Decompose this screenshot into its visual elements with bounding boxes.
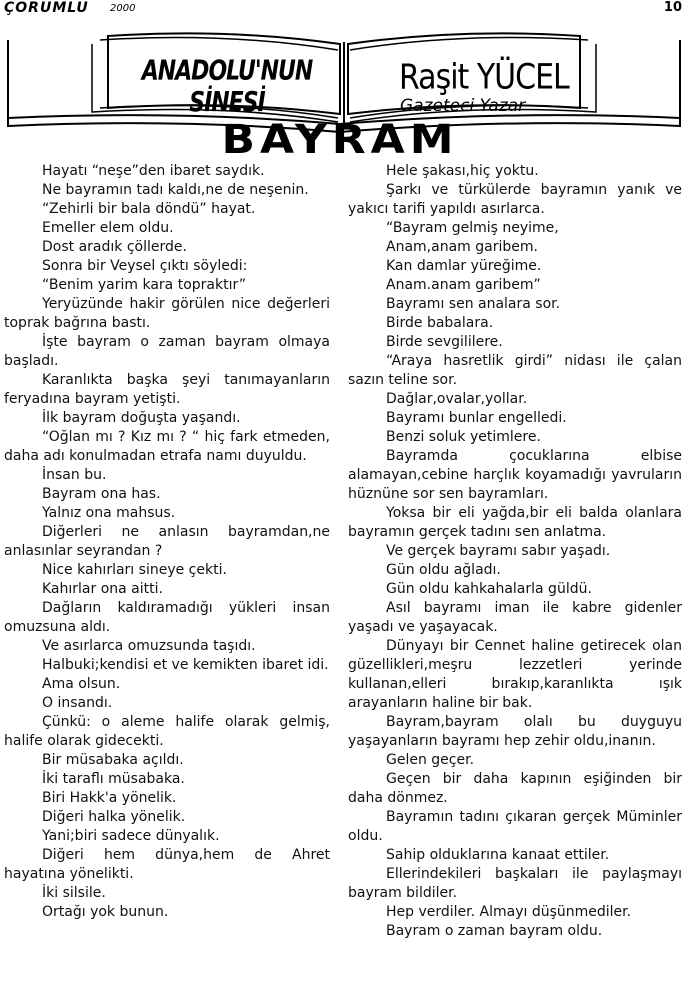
paragraph: Diğeri hem dünya,hem de Ahret hayatına yönelikti.: [4, 847, 330, 882]
paragraph: Birde babalara.: [386, 315, 494, 331]
newspaper-brand: ÇORUMLU: [4, 0, 89, 16]
paragraph: Sahip olduklarına kanaat ettiler.: [386, 847, 610, 863]
paragraph: Hayatı “neşe”den ibaret saydık.: [42, 163, 265, 179]
article-headline: BAYRAM: [221, 116, 459, 163]
article-column-left: [4, 162, 330, 922]
paragraph: Çünkü: o aleme halife olarak gelmiş, halife olarak gidecekti.: [4, 714, 330, 749]
paragraph: Birde sevgililere.: [386, 334, 503, 350]
paragraph: Diğeri halka yönelik.: [42, 809, 186, 825]
paragraph: Dost aradık çöllerde.: [42, 239, 187, 255]
paragraph: Bayramı bunlar engelledi.: [386, 410, 567, 426]
issue-year: 2000: [110, 3, 136, 14]
paragraph: Ve gerçek bayramı sabır yaşadı.: [386, 543, 611, 559]
column-title: ANADOLU'NUN SİNESİ: [141, 55, 313, 119]
paragraph: Halbuki;kendisi et ve kemikten ibaret idi.: [42, 657, 329, 673]
paragraph: İki silsile.: [42, 885, 106, 901]
paragraph: Anam,anam garibem.: [386, 239, 538, 255]
paragraph: Bayramda çocuklarına elbise alamayan,cebine harçlık koyamadığı yavruların hüznüne sor sen bayramları.: [348, 448, 682, 502]
paragraph: Bir müsabaka açıldı.: [42, 752, 184, 768]
paragraph: Karanlıkta başka şeyi tanımayanların feryadına bayram yetişti.: [4, 372, 330, 407]
paragraph: Ama olsun.: [42, 676, 121, 692]
paragraph: Anam.anam garibem”: [386, 277, 541, 293]
paragraph: Gelen geçer.: [386, 752, 475, 768]
paragraph: Bayramı sen analara sor.: [386, 296, 561, 312]
paragraph: Dağların kaldıramadığı yükleri insan omuzsuna aldı.: [4, 600, 330, 635]
paragraph: Kahırlar ona aitti.: [42, 581, 163, 597]
paragraph: Ne bayramın tadı kaldı,ne de neşenin.: [42, 182, 309, 198]
author-role: Gazeteci Yazar: [400, 96, 526, 116]
paragraph: İnsan bu.: [42, 467, 107, 483]
paragraph: Dağlar,ovalar,yollar.: [386, 391, 528, 407]
paragraph: Dünyayı bir Cennet haline getirecek olan güzellikleri,meşru lezzetleri yerinde kullanan,elleri bırakıp,karanlıkta ışık arayanların haline bir bak.: [348, 638, 682, 711]
paragraph: İlk bayram doğuşta yaşandı.: [42, 410, 241, 426]
paragraph: Diğerleri ne anlasın bayramdan,ne anlasınlar seyrandan ?: [4, 524, 330, 559]
paragraph: O insandı.: [42, 695, 113, 711]
masthead: [4, 0, 684, 16]
paragraph: “Oğlan mı ? Kız mı ? “ hiç fark etmeden, daha adı konulmadan etrafa namı duyuldu.: [4, 429, 330, 464]
paragraph: Benzi soluk yetimlere.: [386, 429, 541, 445]
paragraph: İşte bayram o zaman bayram olmaya başladı.: [4, 334, 330, 369]
paragraph: “Zehirli bir bala döndü” hayat.: [42, 201, 256, 217]
paragraph: Ortağı yok bunun.: [42, 904, 169, 920]
paragraph: Geçen bir daha kapının eşiğinden bir daha dönmez.: [348, 771, 682, 806]
paragraph: Hele şakası,hiç yoktu.: [386, 163, 539, 179]
paragraph: Bayram,bayram olalı bu duyguyu yaşayanların bayramı hep zehir oldu,inanın.: [348, 714, 682, 749]
paragraph: Asıl bayramı iman ile kabre gidenler yaşadı ve yaşayacak.: [348, 600, 682, 635]
paragraph: Hep verdiler. Almayı düşünmediler.: [386, 904, 632, 920]
paragraph: Yani;biri sadece dünyalık.: [42, 828, 220, 844]
paragraph: Şarkı ve türkülerde bayramın yanık ve yakıcı tarifi yapıldı asırlarca.: [348, 182, 682, 217]
paragraph: Bayramın tadını çıkaran gerçek Müminler oldu.: [348, 809, 682, 844]
paragraph: Kan damlar yüreğime.: [386, 258, 542, 274]
paragraph: Bayram ona has.: [42, 486, 161, 502]
paragraph: Ve asırlarca omuzsunda taşıdı.: [42, 638, 256, 654]
paragraph: Gün oldu ağladı.: [386, 562, 501, 578]
paragraph: Gün oldu kahkahalarla güldü.: [386, 581, 592, 597]
paragraph: Yeryüzünde hakir görülen nice değerleri toprak bağrına bastı.: [4, 296, 330, 331]
page-number: 10: [663, 0, 682, 15]
paragraph: İki taraflı müsabaka.: [42, 771, 185, 787]
paragraph: “Bayram gelmiş neyime,: [386, 220, 559, 236]
paragraph: Nice kahırları sineye çekti.: [42, 562, 227, 578]
paragraph: Yalnız ona mahsus.: [42, 505, 176, 521]
paragraph: Sonra bir Veysel çıktı söyledi:: [42, 258, 248, 274]
article-column-right: [348, 162, 682, 941]
paragraph: Biri Hakk'a yönelik.: [42, 790, 177, 806]
paragraph: Ellerindekileri başkaları ile paylaşmayı bayram bildiler.: [348, 866, 682, 901]
paragraph: Yoksa bir eli yağda,bir eli balda olanlara bayramın gerçek tadını sen anlatma.: [348, 505, 682, 540]
paragraph: “Benim yarim kara topraktır”: [42, 277, 247, 293]
author-name: Raşit YÜCEL: [399, 57, 569, 98]
paragraph: Emeller elem oldu.: [42, 220, 174, 236]
paragraph: Bayram o zaman bayram oldu.: [386, 923, 603, 939]
paragraph: “Araya hasretlik girdi” nidası ile çalan sazın teline sor.: [348, 353, 682, 388]
